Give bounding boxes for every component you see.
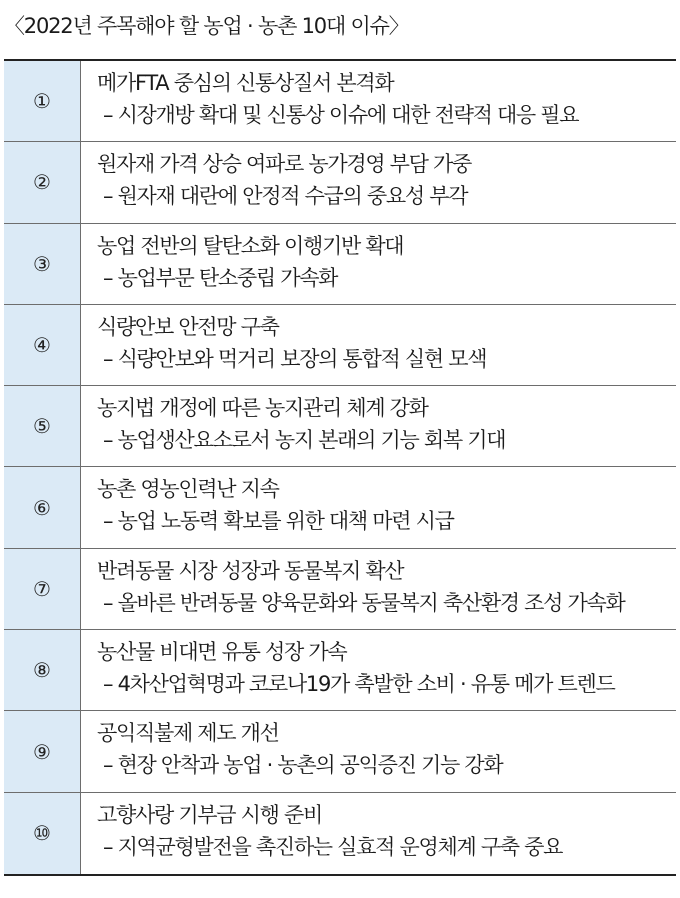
- issue-detail: – 시장개방 확대 및 신통상 이슈에 대한 전략적 대응 필요: [103, 103, 579, 127]
- issue-headline: 메가FTA 중심의 신통상질서 본격화: [97, 71, 394, 95]
- issue-detail: – 농업 노동력 확보를 위한 대책 마련 시급: [103, 509, 454, 534]
- table-row: [4, 711, 676, 792]
- issue-number: ⑧: [4, 630, 81, 710]
- issue-detail: – 농업부문 탄소중립 가속화: [103, 265, 338, 290]
- issue-number: ④: [4, 305, 81, 385]
- issue-headline: 원자재 가격 상승 여파로 농가경영 부담 가중: [97, 152, 471, 177]
- table-row: [4, 793, 676, 874]
- issue-text: [81, 142, 676, 222]
- issue-detail: – 원자재 대란에 안정적 수급의 중요성 부각: [103, 184, 468, 209]
- issue-detail: – 식량안보와 먹거리 보장의 통합적 실현 모색: [103, 346, 487, 371]
- issue-text: [81, 386, 676, 466]
- page-title: 〈2022년 주목해야 할 농업 · 농촌 10대 이슈〉: [4, 14, 409, 38]
- issue-number: ⑦: [4, 549, 81, 629]
- issue-number: ⑩: [4, 793, 81, 874]
- issue-text: [81, 630, 676, 710]
- issue-text: [81, 467, 676, 547]
- issue-text: [81, 711, 676, 791]
- issue-text: [81, 224, 676, 304]
- table-row: [4, 549, 676, 630]
- issue-text: [81, 305, 676, 385]
- issue-headline: 농산물 비대면 유통 성장 가속: [97, 640, 347, 665]
- issue-number: ②: [4, 142, 81, 222]
- issue-number: ⑥: [4, 467, 81, 547]
- issue-headline: 고향사랑 기부금 시행 준비: [97, 802, 322, 827]
- issue-headline: 공익직불제 제도 개선: [97, 721, 279, 746]
- issue-number: ⑨: [4, 711, 81, 791]
- issue-headline: 농업 전반의 탈탄소화 이행기반 확대: [97, 233, 404, 258]
- issue-number: ③: [4, 224, 81, 304]
- issue-headline: 농지법 개정에 따른 농지관리 체계 강화: [97, 396, 428, 421]
- table-row: [4, 305, 676, 386]
- issue-text: [81, 61, 676, 141]
- table-row: [4, 142, 676, 223]
- issue-detail: – 올바른 반려동물 양육문화와 동물복지 축산환경 조성 가속화: [103, 590, 625, 615]
- issues-table: [4, 59, 676, 876]
- issue-text: [81, 549, 676, 629]
- table-row: [4, 224, 676, 305]
- table-row: [4, 467, 676, 548]
- issue-headline: 농촌 영농인력난 지속: [97, 477, 279, 502]
- issue-number: ①: [4, 61, 81, 141]
- issue-detail: – 현장 안착과 농업 · 농촌의 공익증진 기능 강화: [103, 753, 503, 778]
- table-row: [4, 630, 676, 711]
- table-row: [4, 61, 676, 142]
- issue-headline: 식량안보 안전망 구축: [97, 314, 279, 339]
- issue-detail: – 지역균형발전을 촉진하는 실효적 운영체계 구축 중요: [103, 834, 563, 859]
- issue-detail: – 농업생산요소로서 농지 본래의 기능 회복 기대: [103, 428, 506, 453]
- issue-text: [81, 793, 676, 874]
- table-row: [4, 386, 676, 467]
- issue-headline: 반려동물 시장 성장과 동물복지 확산: [97, 558, 404, 583]
- issue-number: ⑤: [4, 386, 81, 466]
- issue-detail: – 4차산업혁명과 코로나19가 촉발한 소비 · 유통 메가 트렌드: [103, 672, 615, 697]
